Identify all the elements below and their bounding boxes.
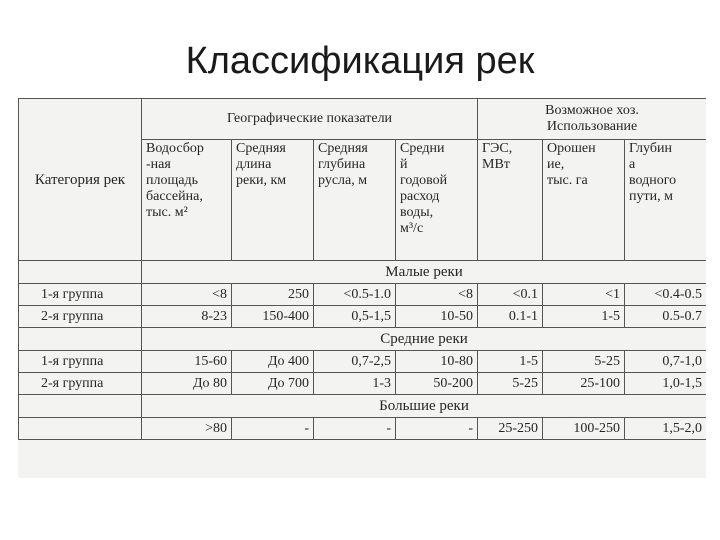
table-cell: 1-3	[314, 373, 396, 395]
table-cell: <1	[543, 284, 625, 306]
table-row	[19, 351, 707, 373]
column-header-line: водного	[629, 173, 677, 188]
row-category: 1-я группа	[19, 351, 142, 373]
column-header-line: пути, м	[629, 189, 673, 204]
section-row	[19, 261, 707, 284]
table-cell: -	[396, 418, 478, 440]
table-cell: -	[232, 418, 314, 440]
column-header-line: ие,	[547, 157, 565, 172]
section-row	[19, 395, 707, 418]
table-cell: <0.5-1.0	[314, 284, 396, 306]
column-header-line: русла, м	[318, 173, 368, 188]
column-header-line: тыс. га	[547, 173, 588, 188]
table-row	[19, 306, 707, 328]
table-cell: 250	[232, 284, 314, 306]
table-cell: 8-23	[142, 306, 232, 328]
table-cell: 0.1-1	[478, 306, 543, 328]
table-cell: 150-400	[232, 306, 314, 328]
column-header-line: й	[400, 157, 408, 172]
table-row	[19, 284, 707, 306]
column-header-line: Глубин	[629, 141, 672, 156]
column-header-line: реки, км	[236, 173, 287, 188]
column-header-line: ГЭС,	[482, 141, 513, 156]
column-header	[396, 140, 478, 261]
column-header-line: МВт	[482, 157, 510, 172]
table-cell: -	[314, 418, 396, 440]
table-cell: <0.1	[478, 284, 543, 306]
section-blank-cell	[19, 328, 142, 351]
table-cell: 1-5	[543, 306, 625, 328]
section-title: Большие реки	[142, 395, 707, 418]
section-blank-cell	[19, 261, 142, 284]
table-cell: 15-60	[142, 351, 232, 373]
column-header-line: а	[629, 157, 636, 172]
slide-title: Классификация рек	[185, 40, 535, 82]
category-header: Категория рек	[19, 99, 142, 261]
section-row	[19, 328, 707, 351]
river-classification-table	[18, 98, 706, 440]
table-cell: До 80	[142, 373, 232, 395]
table-body	[19, 261, 707, 440]
table-cell: До 700	[232, 373, 314, 395]
column-header-line: Средняя	[318, 141, 368, 156]
column-header-line: площадь	[146, 173, 198, 188]
table-cell: <8	[142, 284, 232, 306]
table-row	[19, 373, 707, 395]
table-cell: 5-25	[543, 351, 625, 373]
column-header-line: Средняя	[236, 141, 286, 156]
row-category: 2-я группа	[19, 373, 142, 395]
econ-header-line1: Возможное хоз.	[545, 103, 639, 118]
column-header-line: Водосбор	[146, 141, 204, 156]
table-cell: 25-250	[478, 418, 543, 440]
geo-group-header: Географические показатели	[142, 99, 478, 140]
table-cell: 1,0-1,5	[625, 373, 706, 395]
column-header	[232, 140, 314, 261]
section-title: Средние реки	[142, 328, 707, 351]
column-header-line: Средни	[400, 141, 445, 156]
column-header-line: годовой	[400, 173, 448, 188]
column-header	[625, 140, 706, 261]
section-title: Малые реки	[142, 261, 707, 284]
column-header	[543, 140, 625, 261]
column-header-line: длина	[236, 157, 272, 172]
econ-group-header	[478, 99, 706, 140]
table-cell: <0.4-0.5	[625, 284, 706, 306]
table-cell: 10-50	[396, 306, 478, 328]
row-category: 1-я группа	[19, 284, 142, 306]
table-cell: 100-250	[543, 418, 625, 440]
section-blank-cell	[19, 395, 142, 418]
table-cell: До 400	[232, 351, 314, 373]
econ-header-line2: Использование	[546, 119, 638, 134]
table-cell: 0.5-0.7	[625, 306, 706, 328]
table-cell: 1,5-2,0	[625, 418, 706, 440]
table-cell: 25-100	[543, 373, 625, 395]
column-header-line: м³/с	[400, 221, 424, 236]
table-cell: 1-5	[478, 351, 543, 373]
column-header-line: Орошен	[547, 141, 596, 156]
column-header-line: тыс. м²	[146, 205, 188, 220]
table-cell: >80	[142, 418, 232, 440]
column-header-line: расход	[400, 189, 440, 204]
table-row	[19, 418, 707, 440]
table-cell: 0,7-1,0	[625, 351, 706, 373]
table-cell: 10-80	[396, 351, 478, 373]
row-category	[19, 418, 142, 440]
scanned-table-image	[18, 98, 706, 478]
column-header-line: бассейна,	[146, 189, 203, 204]
table-cell: 0,7-2,5	[314, 351, 396, 373]
column-header	[478, 140, 543, 261]
table-cell: 0,5-1,5	[314, 306, 396, 328]
table-cell: 5-25	[478, 373, 543, 395]
table-cell: 50-200	[396, 373, 478, 395]
column-header	[314, 140, 396, 261]
column-header-line: -ная	[146, 157, 171, 172]
row-category: 2-я группа	[19, 306, 142, 328]
column-header-line: воды,	[400, 205, 434, 220]
column-header-line: глубина	[318, 157, 366, 172]
table-cell: <8	[396, 284, 478, 306]
column-header	[142, 140, 232, 261]
